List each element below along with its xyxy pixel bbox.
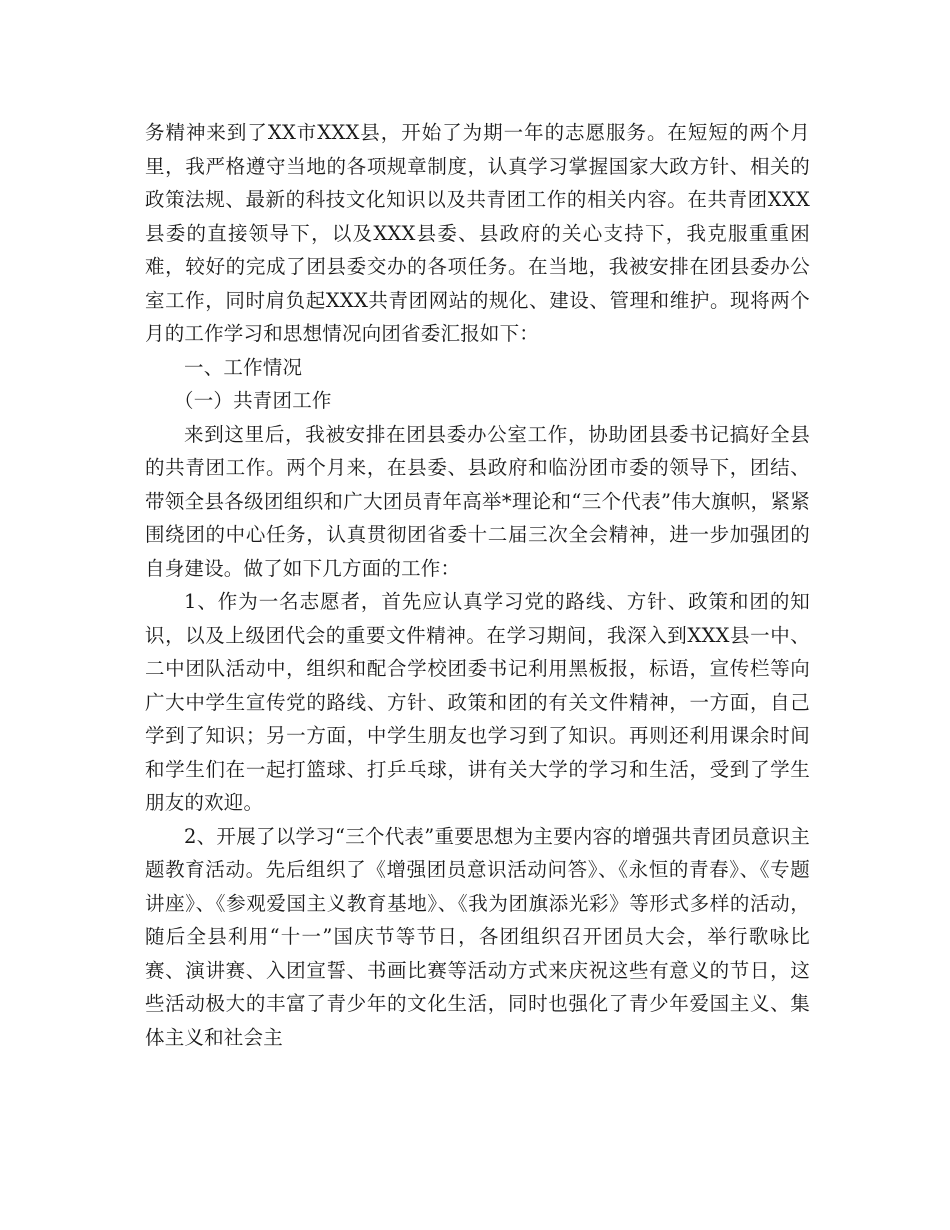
paragraph-item-2-education-activities: 2、开展了以学习“三个代表”重要思想为主要内容的增强共青团员意识主题教育活动。先后组织了《增强团员意识活动问答》、《永恒的青春》、《专题讲座》、《参观爱国主义教育基地》、《我为团旗添光彩》等形式多样的活动，随后全县利用“十一”国庆节等节日，各团组织召开团员大会，举行歌咏比赛、演讲赛、入团宣誓、书画比赛等活动方式来庆祝这些有意义的节日，这些活动极大的丰富了青少年的文化生活，同时也强化了青少年爱国主义、集体主义和社会主: [145, 824, 810, 1049]
document-body: [145, 116, 810, 1054]
paragraph-intro-continued: 务精神来到了XX市XXX县，开始了为期一年的志愿服务。在短短的两个月里，我严格遵守当地的各项规章制度，认真学习掌握国家大政方针、相关的政策法规、最新的科技文化知识以及共青团工作的相关内容。在共青团XXX县委的直接领导下，以及XXX县委、县政府的关心支持下，我克服重重困难，较好的完成了团县委交办的各项任务。在当地，我被安排在团县委办公室工作，同时肩负起XXX共青团网站的规化、建设、管理和维护。现将两个月的工作学习和思想情况向团省委汇报如下：: [145, 121, 810, 345]
subsection-heading-youth-league-work: （一）共青团工作: [174, 389, 332, 412]
paragraph-league-work-overview: 来到这里后，我被安排在团县委办公室工作，协助团县委书记搞好全县的共青团工作。两个月来，在县委、县政府和临汾团市委的领导下，团结、带领全县各级团组织和广大团员青年高举*理论和“三个代表”伟大旗帜，紧紧围绕团的中心任务，认真贯彻团省委十二届三次全会精神，进一步加强团的自身建设。做了如下几方面的工作：: [145, 422, 810, 580]
section-heading-work-situation: 一、工作情况: [184, 355, 303, 379]
paragraph-item-1-study: 1、作为一名志愿者，首先应认真学习党的路线、方针、政策和团的知识，以及上级团代会的重要文件精神。在学习期间，我深入到XXX县一中、二中团队活动中，组织和配合学校团委书记利用黑板报，标语，宣传栏等向广大中学生宣传党的路线、方针、政策和团的有关文件精神，一方面，自己学到了知识；另一方面，中学生朋友也学习到了知识。再则还利用课余时间和学生们在一起打篮球、打乒乓球，讲有关大学的学习和生活，受到了学生朋友的欢迎。: [145, 590, 810, 814]
